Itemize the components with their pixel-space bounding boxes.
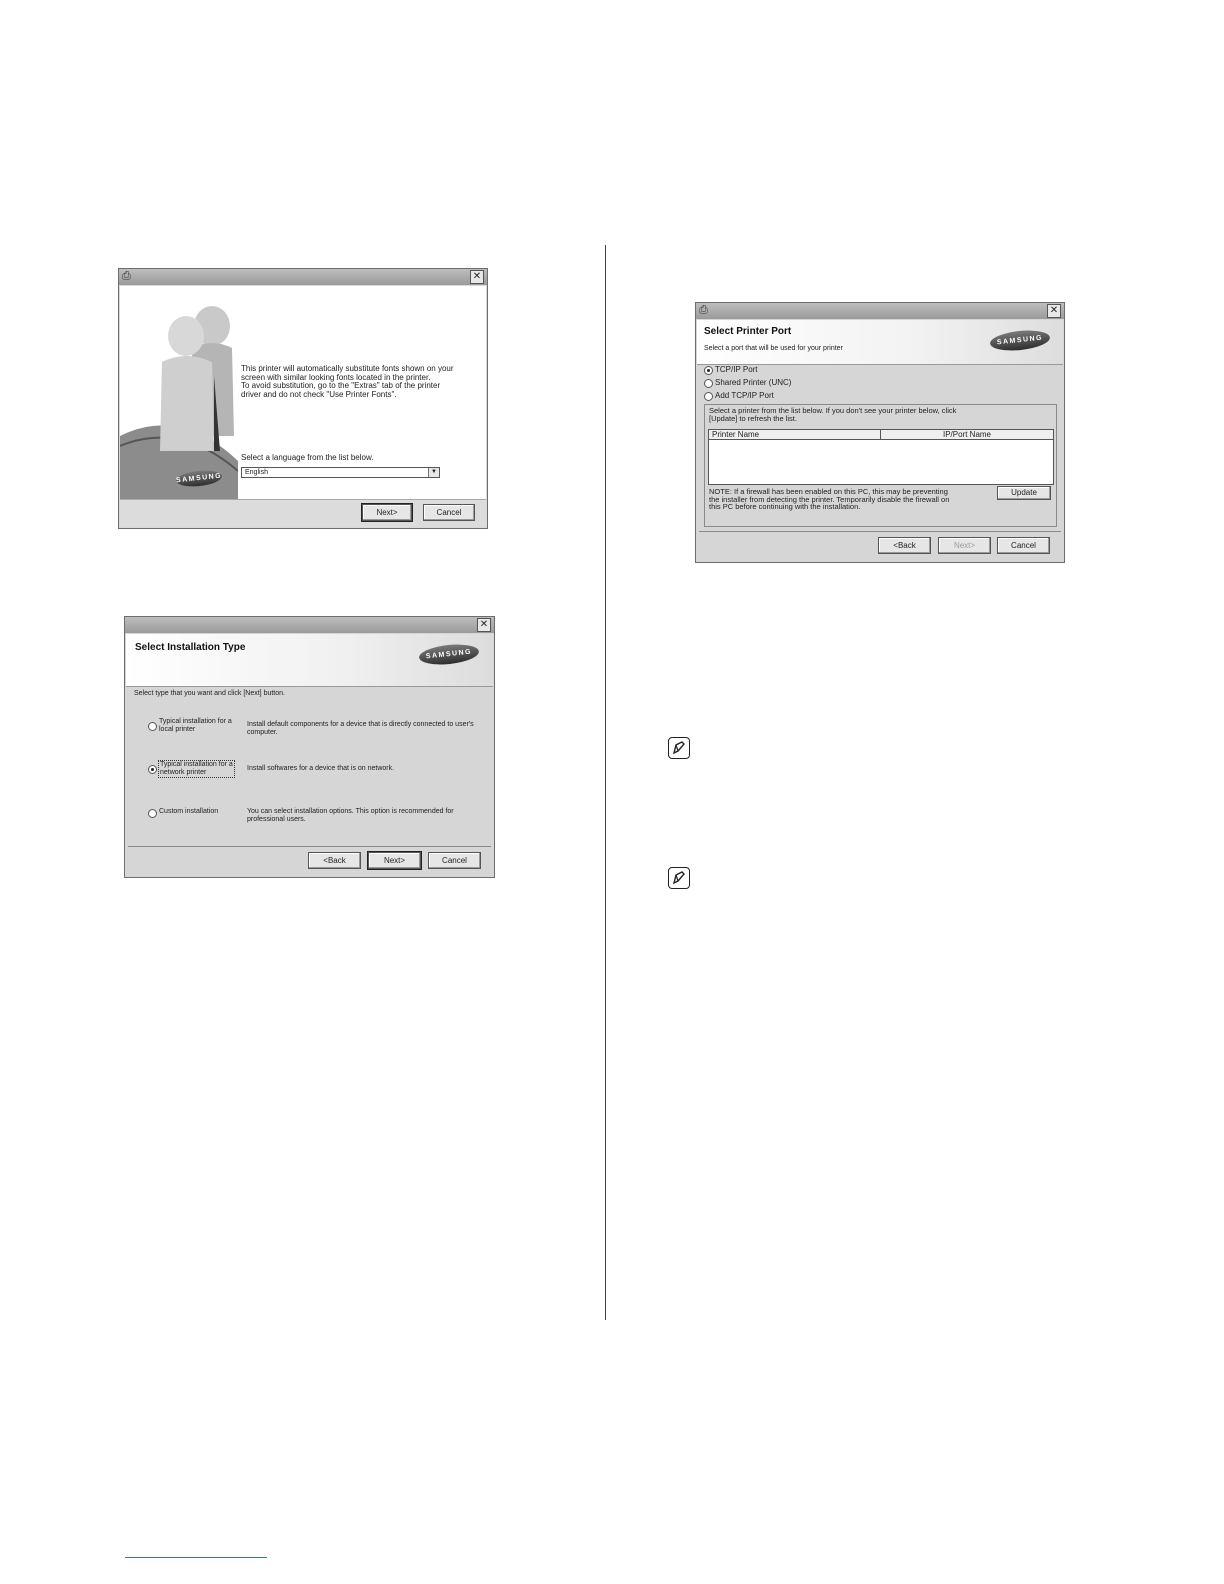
- language-select[interactable]: [241, 467, 440, 478]
- instruction-text: Select type that you want and click [Next] button.: [134, 690, 285, 697]
- close-button[interactable]: ✕: [477, 618, 491, 632]
- title-bar: [119, 269, 487, 285]
- port-label-tcpip[interactable]: TCP/IP Port: [715, 365, 758, 374]
- printer-port-dialog: [695, 302, 1065, 563]
- list-hint: [709, 407, 956, 423]
- radio-local-printer[interactable]: [148, 722, 157, 731]
- radio-shared-printer[interactable]: [704, 379, 713, 388]
- option-desc-line: computer.: [247, 729, 278, 736]
- column-divider: [605, 245, 606, 1320]
- radio-tcpip-port[interactable]: [704, 366, 713, 375]
- chevron-down-icon[interactable]: ▼: [428, 468, 439, 477]
- dialog-subtitle: Select a port that will be used for your printer: [704, 345, 843, 352]
- close-button[interactable]: ✕: [1047, 304, 1061, 318]
- next-button[interactable]: Next>: [368, 852, 421, 869]
- message-line: screen with similar looking fonts located in the printer.: [241, 372, 431, 382]
- radio-add-tcpip-port[interactable]: [704, 392, 713, 401]
- option-desc-line: Install default components for a device that is directly connected to user's: [247, 721, 474, 728]
- message-line: driver and do not check "Use Printer Fonts".: [241, 389, 397, 399]
- substitution-message: [241, 365, 481, 399]
- option-desc-line: professional users.: [247, 816, 306, 823]
- note-line: the installer from detecting the printer. Temporarily disable the firewall on: [709, 494, 950, 504]
- dialog-body: [120, 286, 486, 499]
- dialog-title: Select Printer Port: [704, 326, 792, 337]
- hint-line: Select a printer from the list below. If you don't see your printer below, click: [709, 406, 957, 415]
- printer-list-table[interactable]: [708, 429, 1054, 485]
- option-label-network[interactable]: [158, 760, 235, 778]
- back-button[interactable]: <Back: [308, 852, 361, 869]
- option-label-line: Typical installation for a: [160, 761, 233, 768]
- port-label-shared[interactable]: Shared Printer (UNC): [715, 378, 792, 387]
- cancel-button[interactable]: Cancel: [428, 852, 481, 869]
- firewall-note: [709, 488, 949, 511]
- message-line: To avoid substitution, go to the "Extras" tab of the printer: [241, 381, 441, 391]
- option-label-line: network printer: [160, 769, 207, 776]
- cancel-button[interactable]: Cancel: [423, 504, 475, 521]
- dialog-title: Select Installation Type: [135, 642, 246, 653]
- samsung-logo: SAMSUNG: [989, 328, 1051, 353]
- radio-network-printer[interactable]: [148, 765, 157, 774]
- option-desc-line: You can select installation options. This option is recommended for: [247, 808, 454, 815]
- update-button[interactable]: Update: [997, 486, 1051, 500]
- hint-line: [Update] to refresh the list.: [709, 414, 797, 423]
- printer-setup-icon: ⎙: [699, 304, 708, 316]
- footer-separator: [128, 846, 491, 847]
- note-line: this PC before continuing with the installation.: [709, 502, 861, 512]
- language-value: English: [245, 469, 268, 476]
- option-desc-line: Install softwares for a device that is on network.: [247, 765, 395, 772]
- footer-link-underline: [125, 1557, 267, 1558]
- side-graphic: [120, 286, 238, 499]
- option-desc-local: [247, 721, 474, 737]
- close-button[interactable]: ✕: [470, 270, 484, 284]
- option-label-line: Typical installation for a: [159, 718, 232, 725]
- cancel-button[interactable]: Cancel: [997, 537, 1050, 554]
- dialog-header: [126, 634, 493, 687]
- option-label-custom[interactable]: [159, 808, 218, 816]
- column-header-ip-port[interactable]: IP/Port Name: [881, 430, 1053, 440]
- samsung-logo: SAMSUNG: [418, 642, 480, 667]
- option-label-local[interactable]: [159, 718, 232, 734]
- title-bar: [696, 303, 1064, 319]
- note-icon: [668, 867, 690, 889]
- next-button[interactable]: Next>: [362, 504, 412, 521]
- title-bar: [125, 617, 494, 633]
- option-label-line: Custom installation: [159, 808, 219, 815]
- column-header-printer-name[interactable]: Printer Name: [709, 430, 881, 440]
- note-line: NOTE: If a firewall has been enabled on this PC, this may be preventing: [709, 487, 948, 496]
- option-desc-custom: [247, 808, 454, 824]
- dialog-header: [697, 320, 1063, 365]
- printer-setup-icon: ⎙: [122, 270, 131, 282]
- option-desc-network: [247, 765, 394, 773]
- port-label-add-tcpip[interactable]: Add TCP/IP Port: [715, 391, 774, 400]
- footer-separator: [699, 531, 1061, 532]
- next-button[interactable]: Next>: [938, 537, 991, 554]
- radio-custom[interactable]: [148, 809, 157, 818]
- back-button[interactable]: <Back: [878, 537, 931, 554]
- option-label-line: local printer: [159, 726, 196, 733]
- user-figure-icon: [120, 286, 238, 499]
- language-dialog: [118, 268, 488, 529]
- samsung-logo: SAMSUNG: [175, 469, 222, 489]
- message-line: This printer will automatically substitute fonts shown on your: [241, 364, 454, 373]
- note-icon: [668, 737, 690, 759]
- language-label: Select a language from the list below.: [241, 453, 374, 462]
- installation-type-dialog: [124, 616, 495, 878]
